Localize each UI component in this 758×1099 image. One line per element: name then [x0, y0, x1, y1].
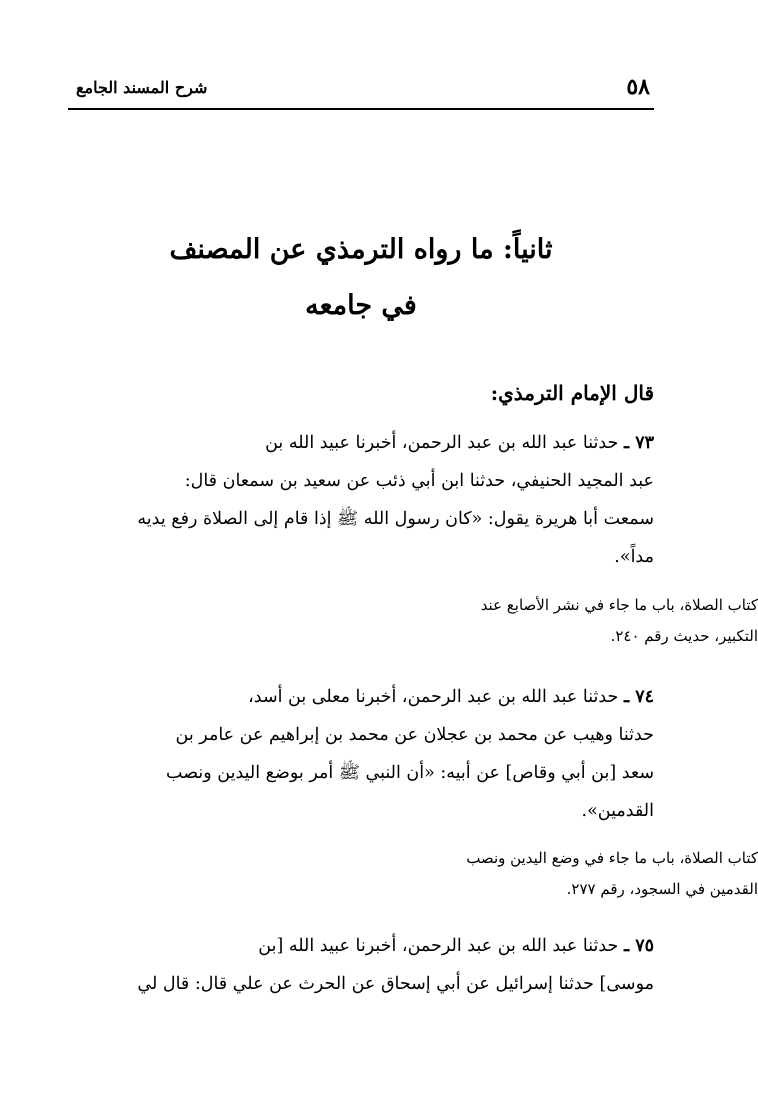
hadith-73-source	[334, 590, 758, 652]
hadith-number: ٧٣ ـ	[623, 433, 654, 453]
hadith-line: موسى] حدثنا إسرائيل عن أبي إسحاق عن الحرث عن علي قال: قال لي	[137, 974, 654, 994]
hadith-73	[68, 424, 654, 576]
source-line: كتاب الصلاة، باب ما جاء في نشر الأصابع عند	[480, 596, 758, 614]
hadith-74-source	[334, 843, 758, 905]
chapter-title	[68, 222, 654, 334]
source-line: كتاب الصلاة، باب ما جاء في وضع اليدين ونصب	[466, 849, 758, 867]
source-line: التكبير، حديث رقم ٢٤٠.	[610, 627, 758, 645]
hadith-line: حدثنا وهيب عن محمد بن عجلان عن محمد بن إبراهيم عن عامر بن	[175, 725, 654, 745]
hadith-line	[68, 678, 654, 716]
hadith-line	[68, 424, 654, 462]
page-number: ٥٨	[626, 74, 650, 100]
hadith-line: سعد [بن أبي وقاص] عن أبيه: «أن النبي ﷺ أمر بوضع اليدين ونصب	[166, 763, 654, 783]
hadith-74	[68, 678, 654, 830]
hadith-text: حدثنا عبد الله بن عبد الرحمن، أخبرنا عبيد الله بن	[265, 433, 619, 453]
running-title: شرح المسند الجامع	[76, 78, 208, 97]
hadith-line: مداً».	[614, 547, 654, 567]
hadith-line: القدمين».	[581, 801, 654, 821]
hadith-number: ٧٥ ـ	[623, 936, 654, 956]
intro-heading: قال الإمام الترمذي:	[490, 381, 654, 405]
hadith-text: حدثنا عبد الله بن عبد الرحمن، أخبرنا معلى بن أسد،	[248, 687, 619, 707]
hadith-line: عبد المجيد الحنيفي، حدثنا ابن أبي ذئب عن سعيد بن سمعان قال:	[184, 471, 654, 491]
hadith-number: ٧٤ ـ	[623, 687, 654, 707]
hadith-text: حدثنا عبد الله بن عبد الرحمن، أخبرنا عبيد الله [بن	[258, 936, 619, 956]
page-header	[68, 68, 654, 110]
hadith-line: سمعت أبا هريرة يقول: «كان رسول الله ﷺ إذا قام إلى الصلاة رفع يديه	[137, 509, 654, 529]
hadith-line	[68, 927, 654, 965]
hadith-75	[68, 927, 654, 1003]
chapter-title-line-1: ثانياً: ما رواه الترمذي عن المصنف	[169, 234, 553, 265]
source-line: القدمين في السجود، رقم ٢٧٧.	[566, 880, 758, 898]
chapter-title-line-2: في جامعه	[305, 290, 417, 321]
